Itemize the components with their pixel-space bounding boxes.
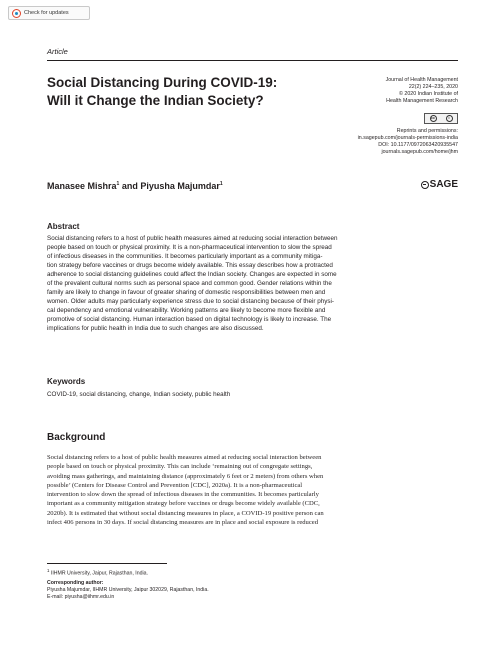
abstract-line: implications for public health in India due to such changes are also discussed. [47, 325, 264, 332]
doi-link[interactable]: DOI: 10.1177/0972063420935547 [378, 142, 458, 148]
abstract-body [47, 234, 458, 333]
abstract-heading: Abstract [47, 222, 80, 231]
author-conjunction: and [119, 181, 141, 191]
journal-name: Journal of Health Management [385, 77, 458, 83]
abstract-line: women. Older adults may particularly experience stress due to social distancing because of their physi- [47, 298, 334, 305]
corresponding-author-block [47, 580, 209, 601]
corresponding-author-address: Piyusha Majumdar, IIHMR University, Jaipur 302029, Rajasthan, India. [47, 587, 209, 593]
abstract-line: of infectious diseases in the communities. It becomes particularly important as a community mitiga- [47, 253, 323, 260]
abstract-line: people based on touch or physical proximity. It is a non-pharmaceutical intervention to slow the spread [47, 244, 332, 251]
body-line: Social distancing refers to a host of public health measures aimed at reducing social interaction between [47, 454, 322, 461]
footnote-rule [47, 563, 167, 564]
cc-license-badge[interactable] [424, 113, 458, 124]
check-updates-icon [12, 9, 21, 18]
cc-icon: cc [431, 116, 435, 120]
abstract-line: of the prevalent cultural norms such as personal space and common good. Gender relations within the [47, 280, 332, 287]
author-list [47, 181, 223, 191]
body-line: 2020b). It is estimated that without social distancing measures in place, a COVID-19 positive person can [47, 509, 324, 517]
check-updates-label: Check for updates [24, 10, 69, 16]
abstract-line: Social distancing refers to a host of public health measures aimed at reducing social interaction between [47, 235, 338, 242]
author-name[interactable]: Piyusha Majumdar [140, 181, 220, 191]
article-type: Article [47, 47, 68, 56]
reprints-info [358, 128, 458, 156]
affiliation-text: IIHMR University, Jaipur, Rajasthan, India. [50, 570, 148, 577]
header-rule [47, 60, 458, 61]
corresponding-author-email[interactable]: E-mail: piyusha@iihmr.edu.in [47, 594, 115, 600]
abstract-line: tion strategy before vaccines or drugs become widely available. This essay describes how a protracted [47, 262, 333, 269]
abstract-line: promotive of social distancing. Human interaction based on digital technology is likely to increase. The [47, 316, 332, 323]
keywords-heading: Keywords [47, 377, 86, 386]
keywords-list: COVID-19, social distancing, change, Indian society, public health [47, 391, 231, 398]
article-title-line-2: Will it Change the Indian Society? [47, 93, 264, 108]
abstract-line: family are likely to change in favour of greater sharing of domestic responsibilities between men and [47, 289, 326, 296]
corresponding-author-heading: Corresponding author: [47, 580, 104, 586]
reprints-label: Reprints and permissions: [396, 128, 458, 134]
journal-volume: 22(2) 224–235, 2020 [408, 84, 458, 90]
affiliation-footnote [47, 567, 148, 578]
journal-home-link[interactable]: journals.sagepub.com/home/jhm [381, 149, 458, 155]
author-affiliation-mark: 1 [219, 181, 223, 187]
permissions-link[interactable]: in.sagepub.com/journals-permissions-india [357, 135, 458, 141]
sage-logo-text: SAGE [429, 179, 458, 190]
background-heading: Background [47, 432, 106, 443]
body-line: avoiding mass gatherings, and maintaining distance (approximately 6 feet or 2 meters) from others when [47, 472, 324, 480]
sage-mark-icon [421, 181, 429, 189]
journal-meta [386, 77, 458, 105]
background-body [47, 453, 458, 527]
author-name[interactable]: Manasee Mishra [47, 181, 117, 191]
abstract-line: adherence to social distancing guidelines could affect the Indian society. Changes are expected in some [47, 271, 337, 278]
article-title-line-1: Social Distancing During COVID-19: [47, 75, 278, 90]
body-line: important as a community mitigation strategy before vaccines or drugs become widely available (CDC, [47, 500, 320, 508]
sage-logo [421, 179, 458, 190]
body-line: possible’ (Centers for Disease Control and Prevention [CDC], 2020a). It is a non-pharmaceutical [47, 481, 303, 489]
abstract-line: cal dependency and emotional vulnerability. Working patterns are likely to become more flexible and [47, 307, 326, 314]
body-line: intervention to slow down the spread of infectious diseases in the communities. It becomes particularly [47, 491, 319, 499]
copyright-line-1: © 2020 Indian Institute of [399, 91, 458, 97]
author-affiliation-mark: 1 [116, 181, 120, 187]
affiliation-mark: 1 [47, 568, 50, 573]
body-line: infect 406 persons in 30 days. If social distancing measures are in place and social exposure is reduced [47, 519, 318, 527]
attribution-icon: i [446, 115, 453, 122]
copyright-line-2: Health Management Research [386, 98, 458, 104]
check-for-updates-badge[interactable] [8, 6, 90, 20]
body-line: people based on touch or physical proximity. This can include ‘remaining out of congregate settings, [47, 463, 313, 471]
